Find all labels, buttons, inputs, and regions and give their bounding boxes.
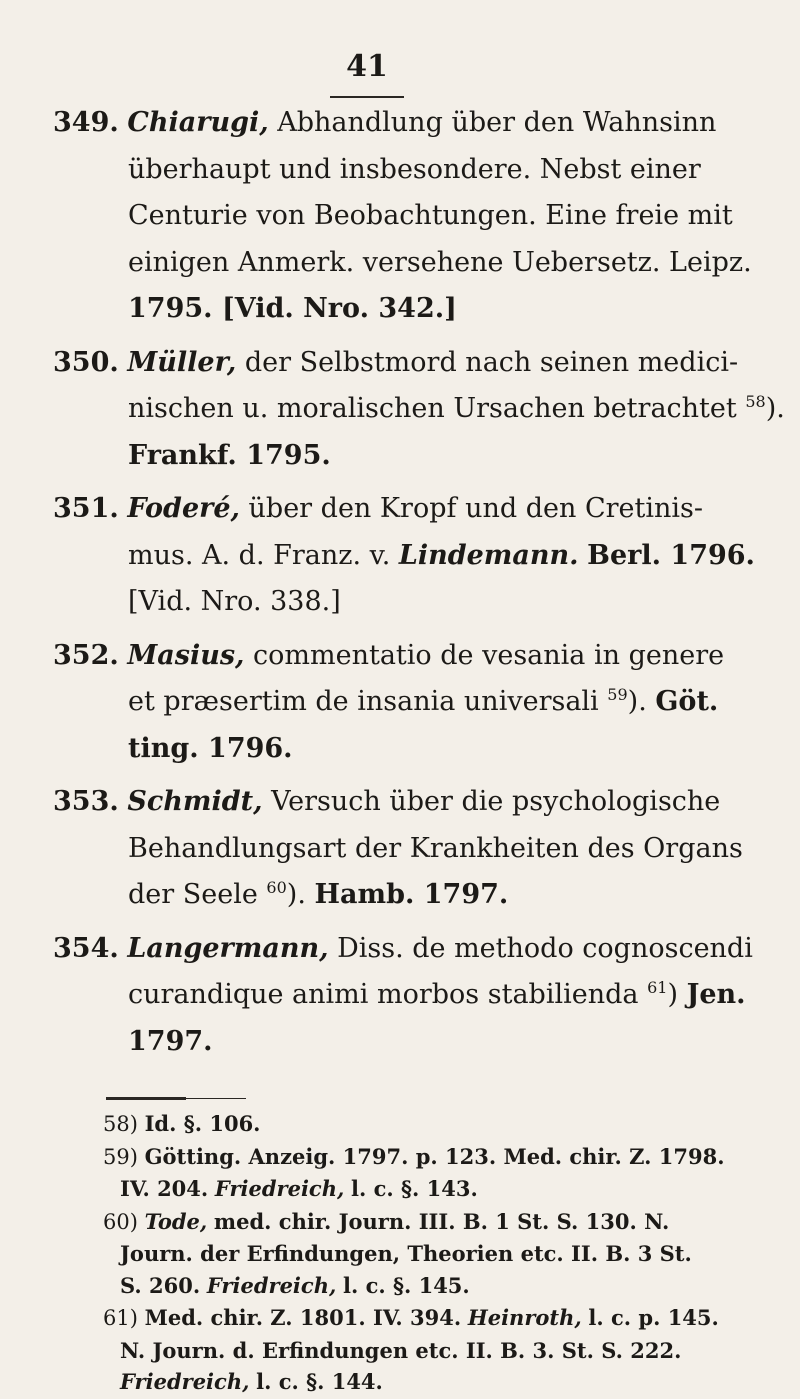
footnote-author: Friedreich,: [214, 1176, 345, 1201]
entry-351: [0, 486, 800, 626]
footnote-reference: 58: [745, 392, 766, 411]
entry-text-line: mus. A. d. Franz. v.: [128, 539, 391, 571]
page-number: 41: [346, 49, 388, 84]
footnote-reference: 60: [266, 878, 287, 897]
footnote-author: Tode,: [144, 1208, 208, 1234]
entry-text-line: der Seele: [128, 879, 258, 910]
entry-349: [0, 100, 800, 333]
footnote-text: l. c. §. 143.: [351, 1176, 478, 1201]
entry-text-line: überhaupt und insbesondere. Nebst einer: [128, 153, 701, 185]
footnote-text: Med. chir. Z. 1801. IV. 394.: [144, 1305, 462, 1330]
entry-text-line: Diss. de methodo cognoscendi: [337, 932, 753, 964]
entry-number: 354.: [53, 932, 119, 964]
entry-author: Langermann,: [127, 932, 329, 964]
footnote-text: med. chir. Journ. III. B. 1 St. S. 130. N.: [213, 1208, 670, 1234]
entry-text-line: Abhandlung über den Wahnsinn: [277, 107, 717, 138]
footnote-separator-thin: [186, 1098, 246, 1099]
entry-author: Müller,: [127, 346, 237, 378]
entry-354: 354. Langermann, Diss. de methodo cognoscendi curandique animi morbos stabilienda $^{61}$) Jen. 1797.: [0, 926, 800, 1066]
entry-353: 353. Schmidt, Versuch über die psychologische Behandlungsart der Krankheiten des Organs der Seele $^{60}$). Hamb. 1797.: [0, 779, 800, 919]
footnote-text: Id. §. 106.: [144, 1111, 261, 1136]
footnote-author: Friedreich,: [120, 1369, 250, 1394]
footnote-mark: 58): [103, 1112, 138, 1136]
page-number-underline: [330, 96, 404, 98]
footnote-text: l. c. §. 145.: [342, 1272, 470, 1298]
entry-author: Schmidt,: [127, 786, 263, 817]
footnotes: [0, 1108, 800, 1399]
footnote-mark: 59): [103, 1144, 138, 1169]
entry-text-line: Frankf. 1795.: [128, 439, 331, 471]
entry-text-line: commentatio de vesania in genere: [253, 639, 725, 671]
entry-author: Chiarugi,: [127, 107, 269, 138]
entry-350: 350. Müller, der Selbstmord nach seinen medici- nischen u. moralischen Ursachen betrachtet $^{58}$). Frankf. 1795.: [0, 340, 800, 480]
entry-text-line: Centurie von Beobachtungen. Eine freie mit: [128, 200, 733, 231]
bibliography-entries: [0, 100, 800, 1065]
footnote-text: S. 260.: [120, 1272, 201, 1298]
footnote-separator: [106, 1097, 186, 1100]
entry-author: Masius,: [127, 639, 245, 671]
entry-text-line: curandique animi morbos stabilienda: [128, 979, 639, 1010]
footnote-author: Heinroth,: [467, 1305, 582, 1330]
footnote-text: Götting. Anzeig. 1797. p. 123. Med. chir. Z. 1798.: [144, 1143, 725, 1169]
entry-text-line: einigen Anmerk. versehene Uebersetz. Leipz.: [128, 246, 752, 278]
entry-number: 351.: [53, 493, 119, 524]
entry-author: Foderé,: [127, 493, 240, 524]
entry-number: 352.: [53, 639, 119, 671]
footnote-61: [0, 1302, 800, 1399]
entry-352: 352. Masius, commentatio de vesania in genere et præsertim de insania universali $^{59}$). Göt. ting. 1796.: [0, 633, 800, 773]
entry-number: 350.: [53, 346, 119, 378]
entry-number: 349.: [53, 107, 119, 138]
footnote-mark: 61): [103, 1306, 138, 1330]
footnote-60: [0, 1206, 800, 1303]
entry-text-line: nischen u. moralischen Ursachen betrachtet: [128, 393, 737, 424]
entry-text-line: et præsertim de insania universali: [128, 686, 599, 717]
footnote-text: l. c. §. 144.: [256, 1369, 383, 1394]
entry-imprint: Jen.: [686, 979, 746, 1010]
footnote-text: l. c. p. 145.: [588, 1305, 719, 1330]
footnote-text: IV. 204.: [120, 1176, 209, 1201]
entry-text-line: über den Kropf und den Cretinis-: [248, 493, 703, 524]
footnote-author: Friedreich,: [206, 1272, 337, 1298]
entry-text-line: ting. 1796.: [128, 732, 293, 764]
footnote-mark: 60): [103, 1209, 138, 1234]
entry-text-line: Versuch über die psychologische: [271, 786, 721, 817]
entry-imprint: Berl. 1796.: [587, 539, 755, 571]
entry-text-line: 1797.: [128, 1025, 213, 1057]
translator-name: Lindemann.: [398, 539, 579, 571]
footnote-59: [0, 1141, 800, 1206]
footnote-text: N. Journ. d. Erfindungen etc. II. B. 3. St. S. 222.: [120, 1337, 682, 1363]
entry-text-line: [Vid. Nro. 338.]: [128, 586, 341, 617]
footnote-reference: 61: [647, 978, 668, 997]
entry-imprint: Göt.: [655, 686, 719, 717]
entry-number: 353.: [53, 786, 119, 817]
entry-imprint: Hamb. 1797.: [314, 879, 509, 910]
footnote-58: [0, 1108, 800, 1141]
entry-text-line: 1795. [Vid. Nro. 342.]: [128, 293, 457, 324]
footnote-text: Journ. der Erfindungen, Theorien etc. II. B. 3 St.: [120, 1241, 692, 1266]
footnote-reference: 59: [607, 685, 628, 704]
entry-text-line: der Selbstmord nach seinen medici-: [244, 346, 739, 378]
entry-text-line: Behandlungsart der Krankheiten des Organs: [128, 832, 743, 864]
